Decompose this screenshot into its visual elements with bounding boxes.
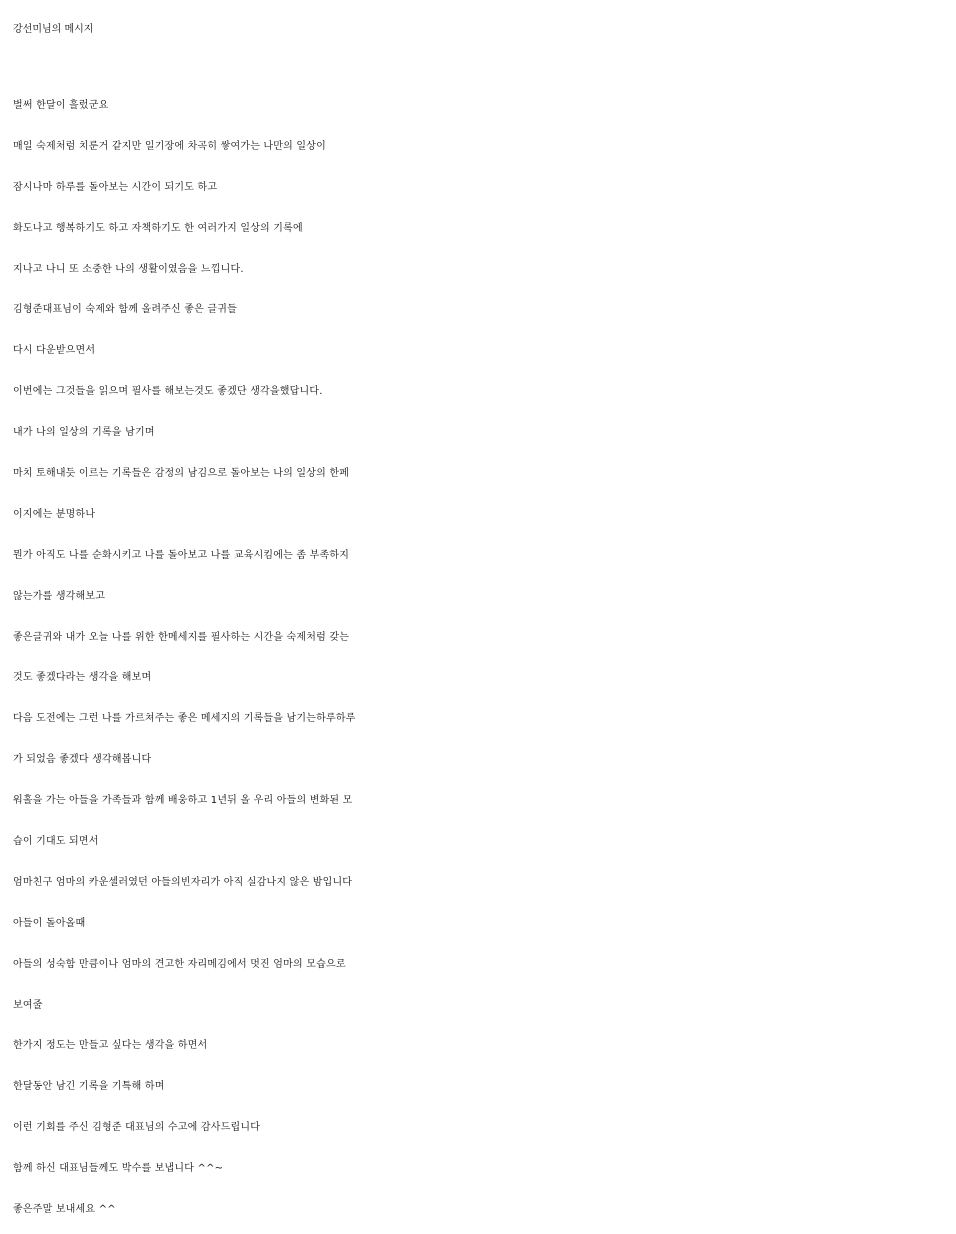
message-line: 엄마친구 엄마의 카운셀러였던 아들의빈자리가 아직 실감나지 않은 밤입니다 — [13, 876, 353, 888]
message-line: 내가 나의 일상의 기록을 남기며 — [13, 427, 155, 439]
message-line: 것도 좋겠다라는 생각을 해보며 — [13, 672, 152, 684]
message-line: 아들의 성숙함 만큼이나 엄마의 견고한 자리메김에서 멋진 엄마의 모습으로 — [13, 958, 346, 970]
message-line: 다음 도전에는 그런 나를 가르쳐주는 좋은 메세지의 기록들을 남기는하루하루 — [13, 713, 356, 725]
message-line: 워홀을 가는 아들을 가족들과 함께 배웅하고 1년뒤 올 우리 아들의 변화된 모 — [13, 795, 353, 807]
message-line: 보여줄 — [13, 999, 43, 1011]
message-line: 뭔가 아직도 나를 순화시키고 나를 돌아보고 나를 교육시킴에는 좀 부족하지 — [13, 549, 350, 561]
message-line: 이지에는 분명하나 — [13, 508, 96, 520]
message-line: 아들이 돌아올때 — [13, 917, 86, 929]
message-line: 습이 기대도 되면서 — [13, 836, 99, 848]
message-line: 잠시나마 하루를 돌아보는 시간이 되기도 하고 — [13, 181, 218, 193]
message-line: 이번에는 그것들을 읽으며 필사를 해보는것도 좋겠단 생각을했답니다. — [13, 386, 323, 398]
message-line: 매일 숙제처럼 치룬거 같지만 일기장에 차곡히 쌓여가는 나만의 일상이 — [13, 140, 326, 152]
message-line: 가 되었음 좋겠다 생각해봅니다 — [13, 754, 152, 766]
message-line: 벌써 한달이 흘렀군요 — [13, 100, 109, 111]
message-line: 한가지 정도는 만들고 싶다는 생각을 하면서 — [13, 1040, 208, 1052]
message-line: 함께 하신 대표님들께도 박수를 보냅니다 ^^~ — [13, 1163, 224, 1175]
message-line: 화도나고 행복하기도 하고 자책하기도 한 여러가지 일상의 기록에 — [13, 222, 303, 234]
message-line: 좋은글귀와 내가 오늘 나를 위한 한메세지를 필사하는 시간을 숙제처럼 갖는 — [13, 631, 350, 643]
message-line: 않는가를 생각해보고 — [13, 590, 106, 602]
message-line: 지나고 나니 또 소중한 나의 생활이였음을 느낍니다. — [13, 263, 244, 275]
message-line: 이런 기회를 주신 김형준 대표님의 수고에 감사드립니다 — [13, 1122, 261, 1134]
message-line: 한달동안 남긴 기록을 기특해 하며 — [13, 1081, 165, 1093]
message-line: 마치 토해내듯 이르는 기록들은 감정의 남김으로 돌아보는 나의 일상의 한페 — [13, 468, 350, 480]
message-line: 다시 다운받으면서 — [13, 345, 96, 357]
message-line: 김형준대표님이 숙제와 함께 올려주신 좋은 글귀들 — [13, 304, 237, 316]
message-body — [13, 86, 956, 1231]
message-title: 강선미님의 메시지 — [13, 24, 94, 35]
message-line: 좋은주말 보내세요 ^^ — [13, 1204, 116, 1216]
